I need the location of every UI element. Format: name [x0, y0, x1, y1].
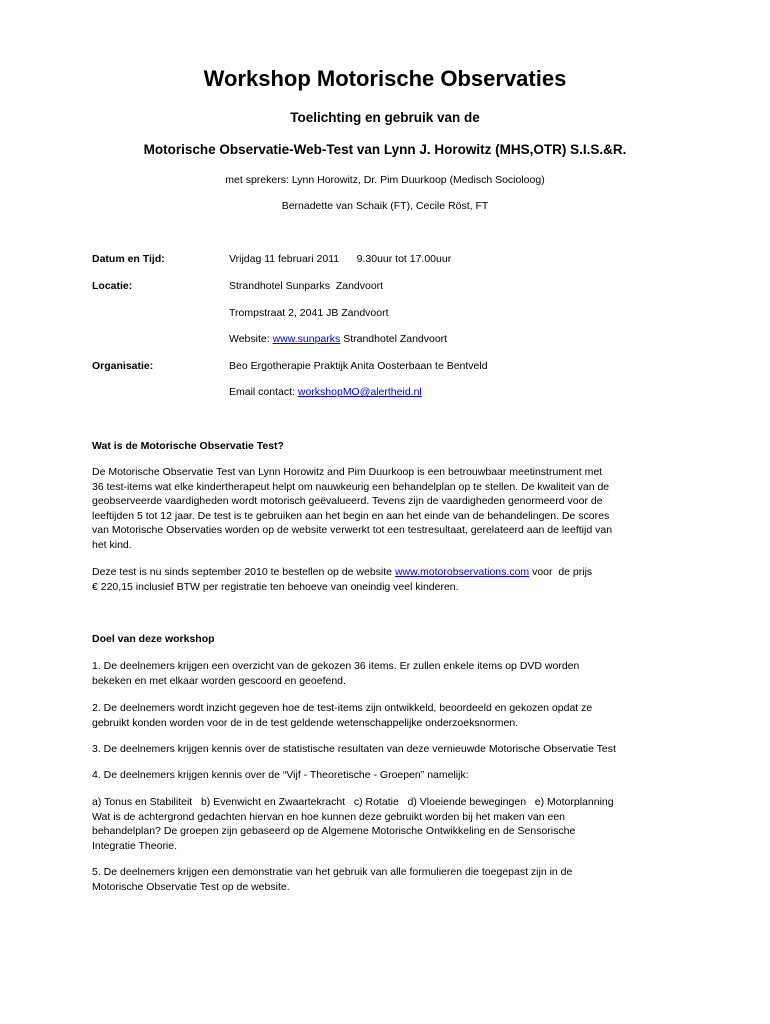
goal-item-1: [92, 659, 682, 688]
subtitle-line-1: Toelichting en gebruik van de: [290, 110, 480, 125]
paragraph-line: a) Tonus en Stabiliteit b) Evenwicht en Zwaartekracht c) Rotatie d) Vloeiende bewegingen e) Motorplanning: [92, 796, 614, 808]
paragraph-line: van Motorische Observaties worden op de website verwerkt tot een testresultaat, gerelateerd aan de leeftijd van: [92, 524, 613, 537]
paragraph-description: [92, 465, 682, 553]
goal-item-5: [92, 865, 682, 894]
paragraph-line: het kind.: [92, 538, 132, 551]
motorobservations-link[interactable]: www.motorobservations.com: [394, 566, 530, 578]
section-heading-doel: Doel van deze workshop: [92, 633, 215, 645]
paragraph-order-info: [92, 565, 682, 594]
goal-item-3: [92, 742, 682, 757]
website-prefix: Website:: [229, 333, 273, 345]
section-heading-what-is: Wat is de Motorische Observatie Test?: [92, 440, 284, 452]
datum-value: Vrijdag 11 februari 2011 9.30uur tot 17.00uur: [229, 253, 452, 265]
paragraph-line: 4. De deelnemers krijgen kennis over de “Vijf - Theoretische - Groepen” namelijk:: [92, 769, 469, 781]
speakers-line-1: met sprekers: Lynn Horowitz, Dr. Pim Duurkoop (Medisch Socioloog): [225, 174, 545, 186]
paragraph-line: [92, 565, 682, 580]
organisatie-value: Beo Ergotherapie Praktijk Anita Oosterbaan te Bentveld: [229, 360, 488, 372]
goal-item-2: [92, 701, 682, 730]
document-title: Workshop Motorische Observaties: [203, 66, 567, 91]
paragraph-line: geobserveerde vaardigheden wordt motorisch geëvalueerd. Tevens zijn de vaardigheden genormeerd voor de: [92, 495, 603, 508]
goal-item-4: [92, 768, 682, 783]
email-line: [229, 386, 422, 398]
goal-item-4-detail: [92, 795, 682, 853]
paragraph-line: 1. De deelnemers krijgen een overzicht van de gekozen 36 items. Er zullen enkele items op DVD worden: [92, 660, 580, 672]
paragraph-line: 5. De deelnemers krijgen een demonstratie van het gebruik van alle formulieren die toegepast zijn in de: [92, 866, 573, 878]
paragraph-line: gebruikt konden worden voor de in de test geldende wetenschappelijke onderzoeksnormen.: [92, 716, 519, 729]
paragraph-line: Integratie Theorie.: [92, 839, 178, 852]
paragraph-line: leeftijden 5 tot 12 jaar. De test is te gebruiken aan het begin en aan het einde van de behandelingen. De scores: [92, 509, 610, 522]
datum-label: Datum en Tijd:: [92, 253, 165, 265]
locatie-label: Locatie:: [92, 280, 133, 292]
email-prefix: Email contact:: [229, 386, 298, 398]
paragraph-line: bekeken en met elkaar worden gescoord en geoefend.: [92, 674, 346, 687]
paragraph-line: Wat is de achtergrond gedachten hiervan en hoe kunnen deze gebruikt worden bij het maken van een: [92, 810, 566, 823]
paragraph-line: 36 test-items wat elke kindertherapeut helpt om nauwkeurig een behandelplan op te stellen. De kwaliteit van de: [92, 480, 610, 493]
order-text-suffix: voor de prijs: [529, 566, 593, 578]
website-link[interactable]: www.sunparks: [272, 333, 341, 345]
locatie-value-1: Strandhotel Sunparks Zandvoort: [229, 280, 384, 292]
website-suffix: Strandhotel Zandvoort: [340, 333, 448, 345]
order-text: Deze test is nu sinds september 2010 te bestellen op de website: [92, 566, 395, 578]
paragraph-line: 3. De deelnemers krijgen kennis over de statistische resultaten van deze vernieuwde Motorische Observatie Test: [92, 743, 616, 755]
paragraph-line: € 220,15 inclusief BTW per registratie ten behoeve van oneindig veel kinderen.: [92, 580, 459, 593]
paragraph-line: behandelplan? De groepen zijn gebaseerd op de Algemene Motorische Ontwikkeling en de Sensorische: [92, 825, 576, 838]
speakers-line-2: Bernadette van Schaik (FT), Cecile Röst, FT: [281, 200, 489, 212]
email-link[interactable]: workshopMO@alertheid.nl: [297, 386, 422, 398]
website-line: [229, 333, 447, 345]
paragraph-line: De Motorische Observatie Test van Lynn Horowitz and Pim Duurkoop is een betrouwbaar meetinstrument met: [92, 466, 603, 478]
paragraph-line: Motorische Observatie Test op de website.: [92, 880, 290, 893]
locatie-value-2: Trompstraat 2, 2041 JB Zandvoort: [229, 307, 389, 319]
organisatie-label: Organisatie:: [92, 360, 154, 372]
subtitle-line-2: Motorische Observatie-Web-Test van Lynn J. Horowitz (MHS,OTR) S.I.S.&R.: [143, 142, 627, 157]
paragraph-line: 2. De deelnemers wordt inzicht gegeven hoe de test-items zijn ontwikkeld, beoordeeld en gekozen opdat ze: [92, 702, 593, 714]
